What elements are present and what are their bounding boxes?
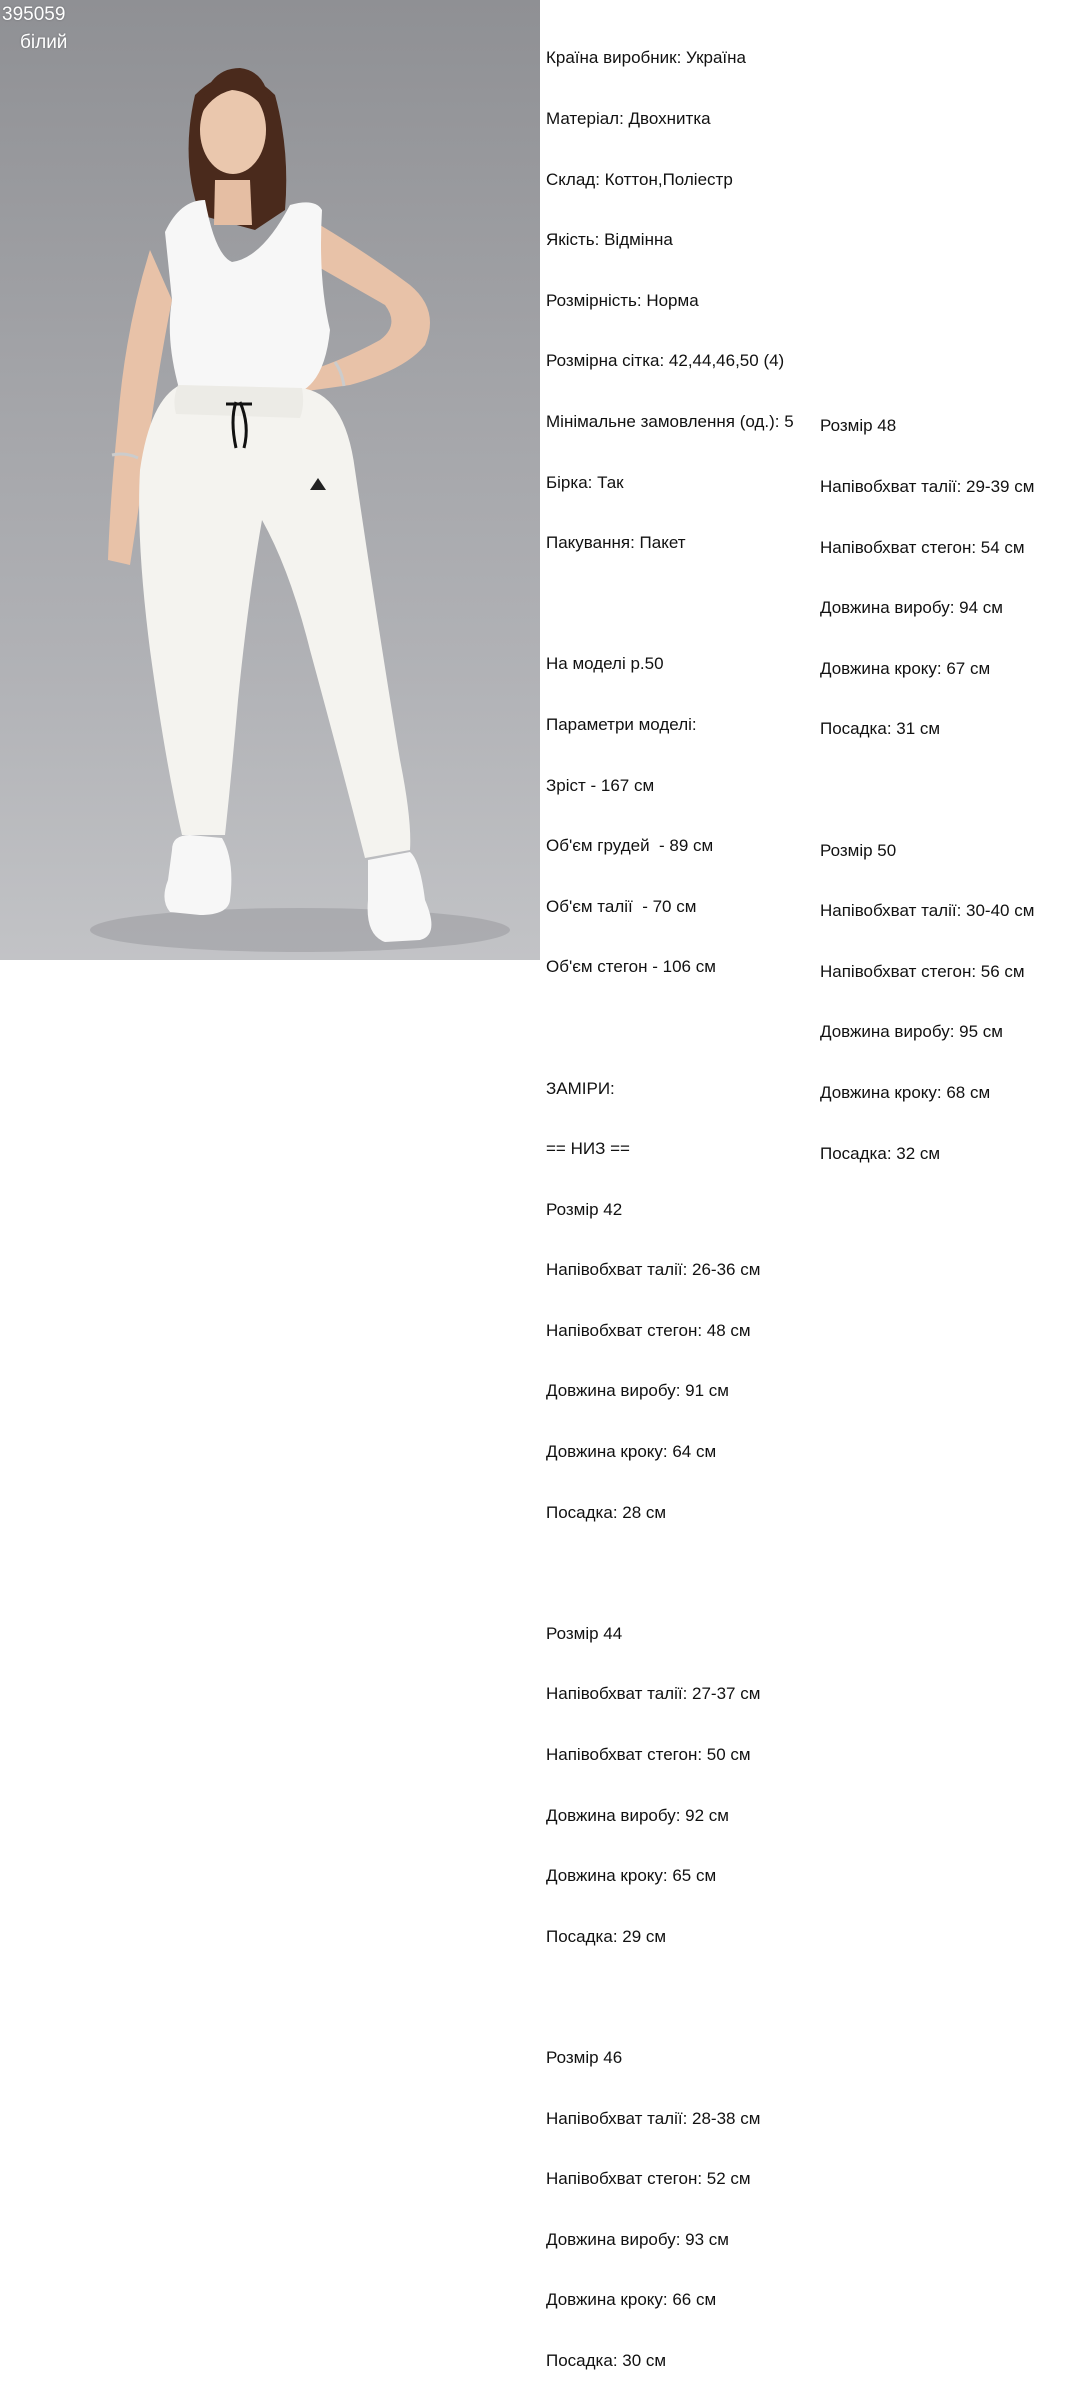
size-line: Довжина кроку: 65 см [546, 1866, 717, 1886]
size-line: Напівобхват стегон: 52 см [546, 2169, 751, 2189]
size-line: Довжина виробу: 95 см [820, 1022, 1003, 1042]
size-line: Напівобхват стегон: 54 см [820, 537, 1025, 557]
model-line: Об'єм грудей - 89 см [546, 836, 714, 856]
size-line: Посадка: 31 см [820, 719, 941, 739]
spec-line: Склад: Коттон,Поліестр [546, 169, 733, 189]
spec-line: Мінімальне замовлення (од.): 5 [546, 411, 794, 431]
spec-line: Бірка: Так [546, 472, 624, 492]
spec-line: Країна виробник: Україна [546, 48, 746, 68]
size-title: Розмір 48 [820, 416, 897, 436]
description-column-left [546, 8, 794, 2391]
size-line: Посадка: 30 см [546, 2350, 667, 2370]
size-line: Напівобхват талії: 26-36 см [546, 1260, 761, 1280]
description-column-right [820, 376, 1034, 1184]
model-figure-illustration [0, 0, 540, 960]
size-line: Довжина виробу: 94 см [820, 598, 1003, 618]
spec-line: Матеріал: Двохнитка [546, 109, 711, 128]
size-line: Довжина кроку: 64 см [546, 1442, 717, 1462]
size-line: Напівобхват стегон: 48 см [546, 1320, 751, 1340]
size-line: Довжина виробу: 91 см [546, 1381, 729, 1401]
spec-line: Якість: Відмінна [546, 230, 673, 250]
size-line: Напівобхват талії: 29-39 см [820, 477, 1035, 496]
measurements-subheading: == НИЗ == [546, 1139, 630, 1159]
size-line: Напівобхват стегон: 56 см [820, 961, 1025, 981]
measurements-heading: ЗАМІРИ: [546, 1078, 615, 1098]
size-line: Посадка: 29 см [546, 1926, 667, 1946]
size-line: Напівобхват талії: 28-38 см [546, 2108, 761, 2128]
size-line: Напівобхват стегон: 50 см [546, 1745, 751, 1765]
size-title: Розмір 44 [546, 1623, 623, 1643]
size-line: Довжина виробу: 92 см [546, 1805, 729, 1825]
size-line: Посадка: 28 см [546, 1502, 667, 1522]
size-line: Довжина кроку: 67 см [820, 658, 991, 678]
size-line: Напівобхват талії: 30-40 см [820, 901, 1035, 921]
size-line: Довжина кроку: 66 см [546, 2290, 717, 2310]
model-line: Об'єм стегон - 106 см [546, 957, 716, 977]
model-line: На моделі р.50 [546, 654, 664, 674]
size-line: Довжина кроку: 68 см [820, 1082, 991, 1102]
spec-line: Розмірність: Норма [546, 290, 699, 310]
size-line: Посадка: 32 см [820, 1143, 941, 1163]
spec-line: Розмірна сітка: 42,44,46,50 (4) [546, 351, 785, 371]
size-title: Розмір 46 [546, 2048, 623, 2067]
product-color-label: білий [20, 32, 68, 53]
product-photo [0, 0, 540, 960]
size-line: Довжина виробу: 93 см [546, 2229, 729, 2249]
size-line: Напівобхват талії: 27-37 см [546, 1684, 761, 1704]
spec-line: Пакування: Пакет [546, 533, 686, 553]
size-title: Розмір 42 [546, 1199, 623, 1219]
model-line: Об'єм талії - 70 см [546, 896, 697, 916]
size-title: Розмір 50 [820, 840, 897, 860]
model-line: Параметри моделі: [546, 714, 697, 734]
model-line: Зріст - 167 см [546, 775, 655, 795]
product-sku: 395059 [2, 4, 66, 25]
